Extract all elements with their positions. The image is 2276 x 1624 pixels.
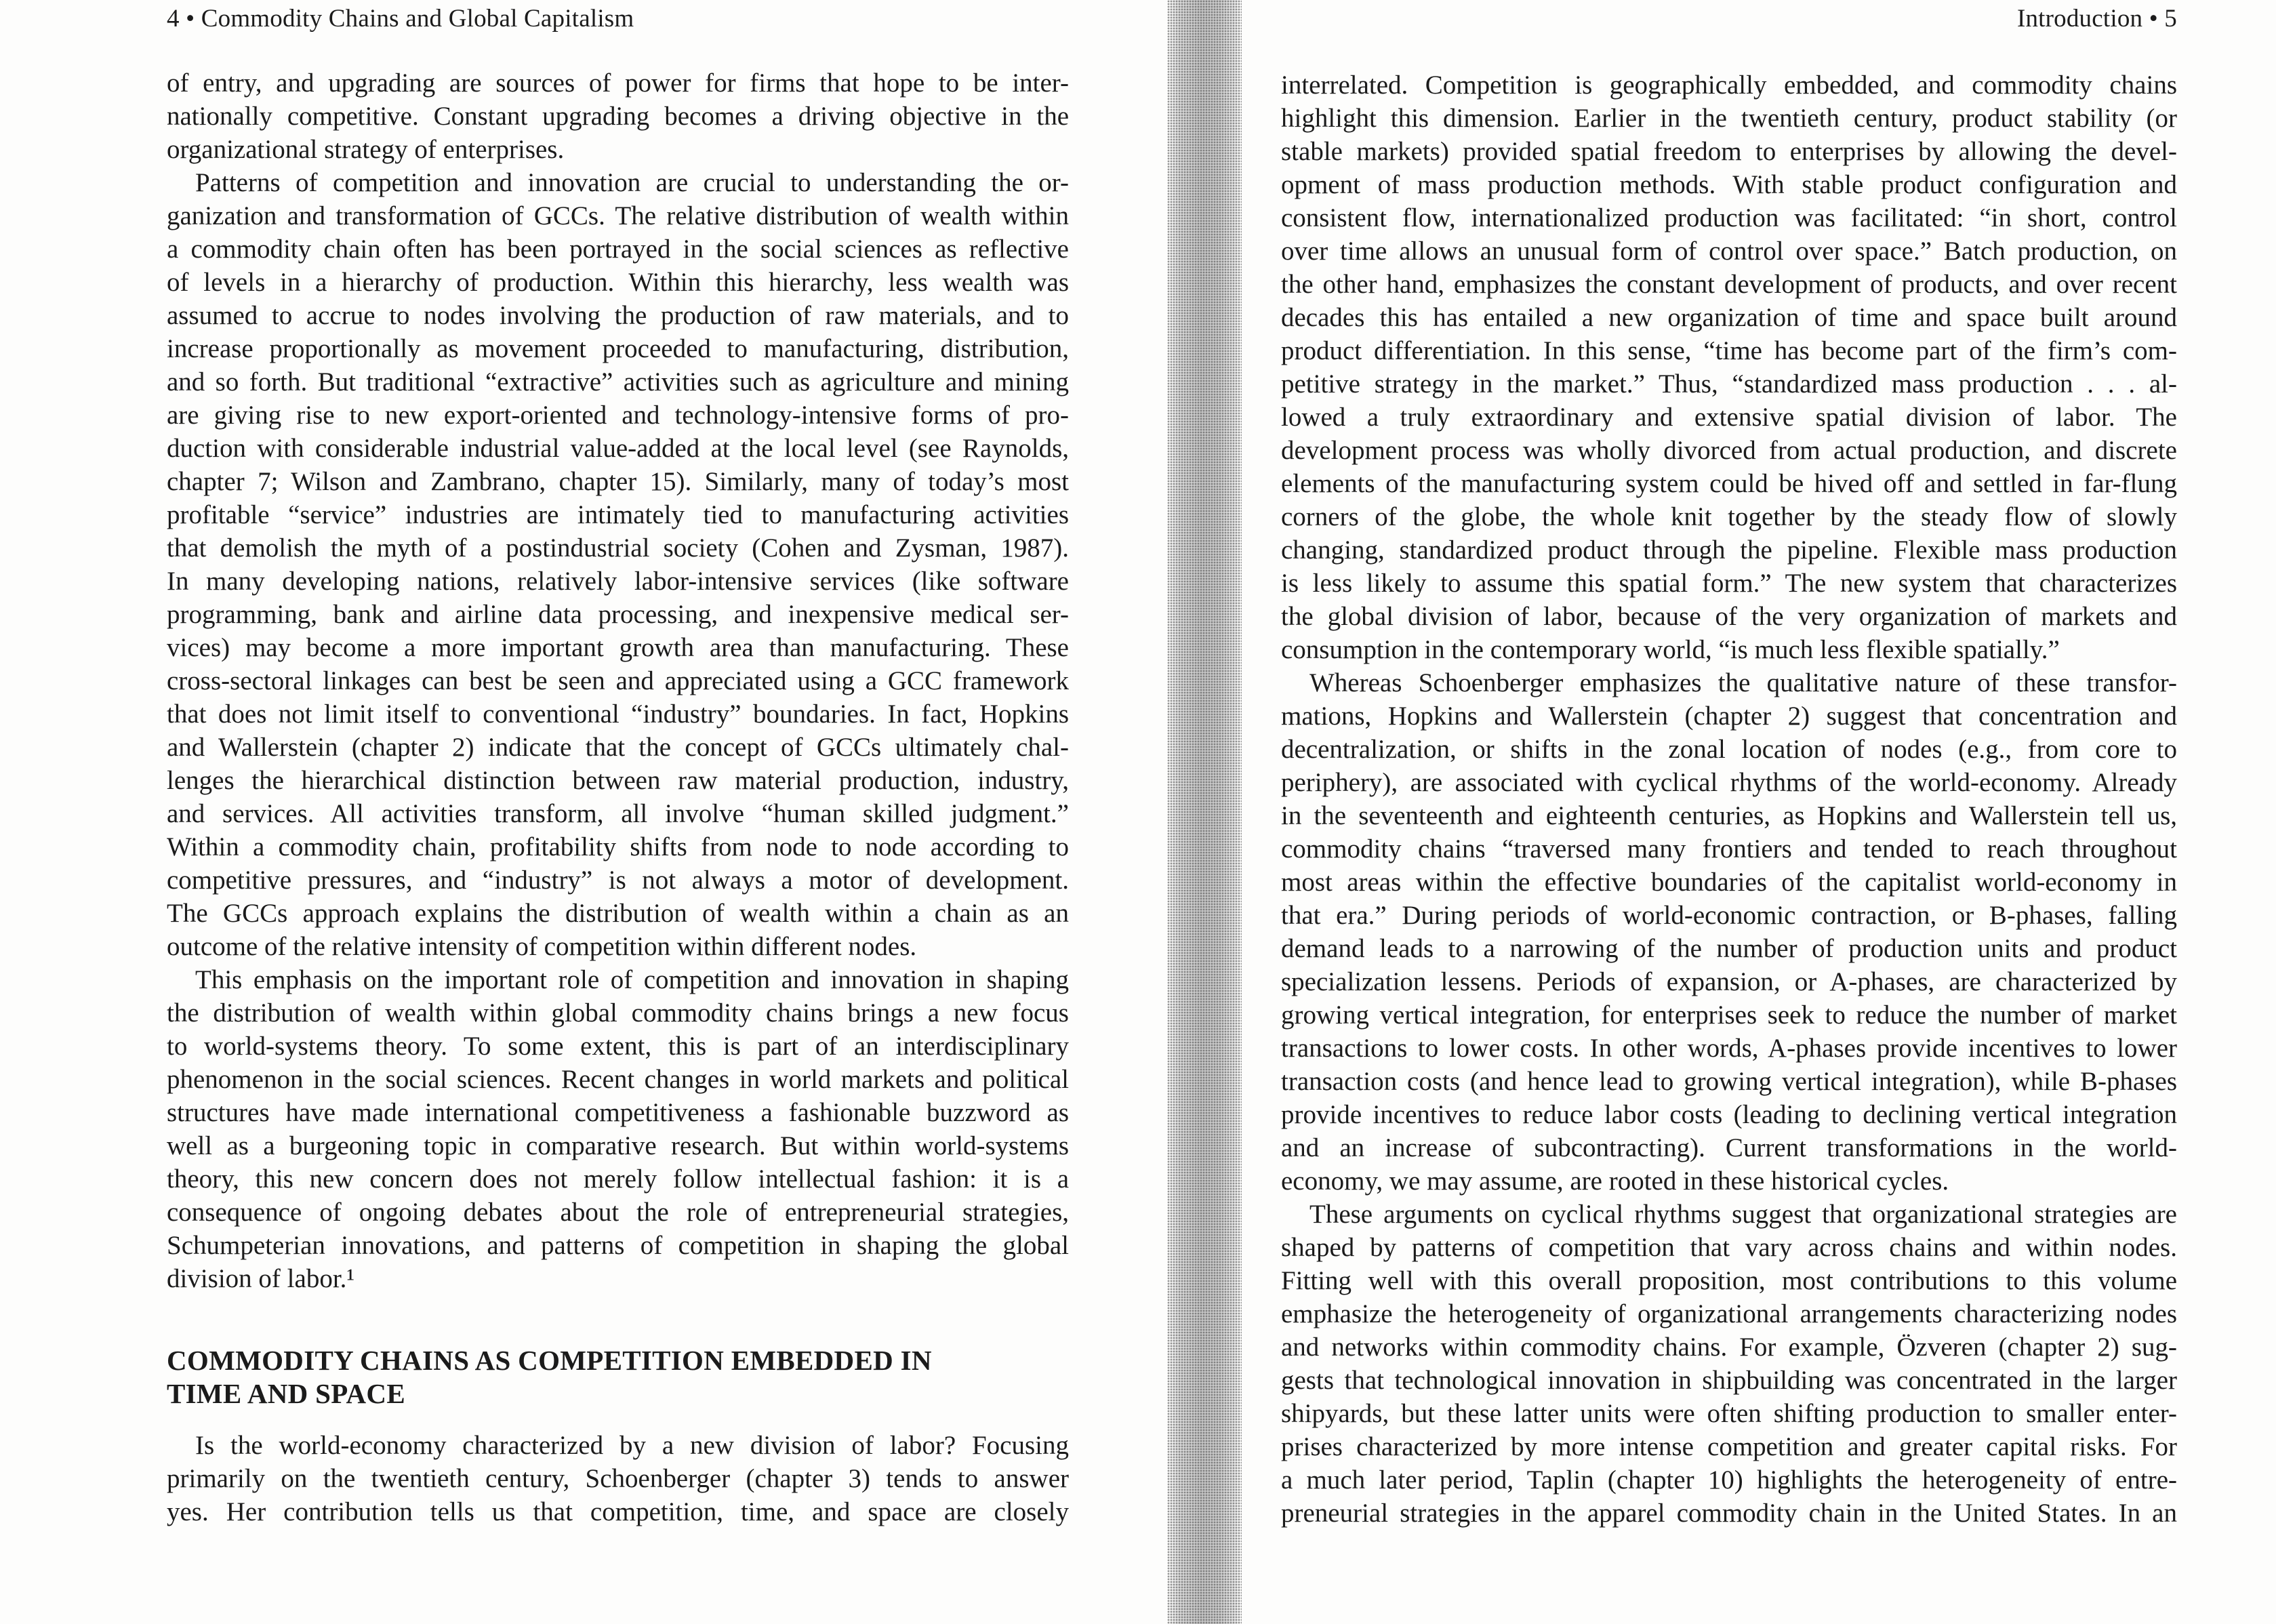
text-line: preneurial strategies in the apparel commodity chain in the United States. In an [1281, 1499, 2177, 1528]
text-line: that demolish the myth of a postindustrial society (Cohen and Zysman, 1987). [167, 533, 1069, 563]
text-line: lowed a truly extraordinary and extensive spatial division of labor. The [1281, 403, 2177, 432]
text-line: of entry, and upgrading are sources of power for firms that hope to be inter- [167, 68, 1069, 98]
text-line: consequence of ongoing debates about the role of entrepreneurial strategies, [167, 1198, 1069, 1227]
text-line: changing, standardized product through the pipeline. Flexible mass production [1281, 535, 2177, 565]
text-line: decades this has entailed a new organization of time and space built around [1281, 303, 2177, 332]
text-line: shipyards, but these latter units were often shifting production to smaller enter- [1281, 1399, 2177, 1428]
text-line: a much later period, Taplin (chapter 10) highlights the heterogeneity of entre- [1281, 1465, 2177, 1495]
text-line: Is the world-economy characterized by a new division of labor? Focusing [195, 1431, 1069, 1460]
left-page [167, 0, 1069, 1624]
text-line: of levels in a hierarchy of production. Within this hierarchy, less wealth was [167, 268, 1069, 297]
text-line: prises characterized by more intense competition and greater capital risks. For [1281, 1432, 2177, 1461]
text-line: shaped by patterns of competition that vary across chains and within nodes. [1281, 1233, 2177, 1262]
text-line: yes. Her contribution tells us that competition, time, and space are closely [167, 1497, 1069, 1526]
text-line: demand leads to a narrowing of the number of production units and product [1281, 934, 2177, 963]
text-line: cross-sectoral linkages can best be seen and appreciated using a GCC framework [167, 666, 1069, 695]
text-line: This emphasis on the important role of competition and innovation in shaping [195, 965, 1069, 994]
text-line: theory, this new concern does not merely follow intellectual fashion: it is a [167, 1164, 1069, 1194]
paragraph [167, 66, 1069, 166]
body-text-right [1281, 68, 2177, 1530]
text-line: interrelated. Competition is geographically embedded, and commodity chains [1281, 70, 2177, 100]
text-line: gests that technological innovation in shipbuilding was concentrated in the larger [1281, 1366, 2177, 1395]
text-line: provide incentives to reduce labor costs (leading to declining vertical integration [1281, 1100, 2177, 1129]
text-line: division of labor.¹ [167, 1264, 355, 1293]
text-line: lenges the hierarchical distinction between raw material production, industry, [167, 766, 1069, 795]
text-line: chapter 7; Wilson and Zambrano, chapter 15). Similarly, many of today’s most [167, 467, 1069, 496]
paragraph [1281, 68, 2177, 666]
text-line: development process was wholly divorced from actual production, and discrete [1281, 436, 2177, 465]
text-line: the other hand, emphasizes the constant development of products, and over recent [1281, 270, 2177, 299]
text-line: product differentiation. In this sense, “time has become part of the firm’s com- [1281, 336, 2177, 365]
text-line: consistent flow, internationalized production was facilitated: “in short, control [1281, 203, 2177, 232]
text-line: elements of the manufacturing system could be hived off and settled in far-flung [1281, 469, 2177, 498]
text-line: and so forth. But traditional “extractive” activities such as agriculture and mining [167, 367, 1069, 397]
text-line: The GCCs approach explains the distribution of wealth within a chain as an [167, 899, 1069, 928]
text-line: ganization and transformation of GCCs. The relative distribution of wealth within [167, 201, 1069, 230]
text-line: is less likely to assume this spatial form.” The new system that characterizes [1281, 569, 2177, 598]
text-line: that does not limit itself to conventional “industry” boundaries. In fact, Hopkins [167, 699, 1069, 729]
paragraph [167, 1429, 1069, 1528]
text-line: vices) may become a more important growth area than manufacturing. These [167, 633, 1069, 662]
text-line: the global division of labor, because of the very organization of markets and [1281, 602, 2177, 631]
text-line: programming, bank and airline data processing, and inexpensive medical ser- [167, 600, 1069, 629]
text-line: emphasize the heterogeneity of organizational arrangements characterizing nodes [1281, 1299, 2177, 1328]
text-line: periphery), are associated with cyclical rhythms of the world-economy. Already [1281, 768, 2177, 797]
text-line: competitive pressures, and “industry” is not always a motor of development. [167, 866, 1069, 895]
text-line: organizational strategy of enterprises. [167, 135, 565, 164]
text-line: specialization lessens. Periods of expansion, or A-phases, are characterized by [1281, 967, 2177, 996]
text-line: increase proportionally as movement proceeded to manufacturing, distribution, [167, 334, 1069, 363]
text-line: in the seventeenth and eighteenth centuries, as Hopkins and Wallerstein tell us, [1281, 801, 2177, 830]
text-line: growing vertical integration, for enterprises seek to reduce the number of market [1281, 1000, 2177, 1030]
text-line: and networks within commodity chains. For example, Özveren (chapter 2) sug- [1281, 1333, 2177, 1362]
text-line: These arguments on cyclical rhythms suggest that organizational strategies are [1309, 1200, 2177, 1229]
text-line: In many developing nations, relatively labor-intensive services (like software [167, 567, 1069, 596]
text-line: Whereas Schoenberger emphasizes the qualitative nature of these transfor- [1309, 668, 2177, 697]
text-line: commodity chains “traversed many frontiers and tended to reach throughout [1281, 834, 2177, 864]
section-heading-line: TIME AND SPACE [167, 1378, 405, 1409]
text-line: primarily on the twentieth century, Schoenberger (chapter 3) tends to answer [167, 1464, 1069, 1493]
text-line: transaction costs (and hence lead to growing vertical integration), while B-phases [1281, 1067, 2177, 1096]
text-line: structures have made international competitiveness a fashionable buzzword as [167, 1098, 1069, 1127]
text-line: duction with considerable industrial value-added at the local level (see Raynolds, [167, 434, 1069, 463]
text-line: corners of the globe, the whole knit together by the steady flow of slowly [1281, 502, 2177, 531]
text-line: economy, we may assume, are rooted in these historical cycles. [1281, 1166, 1949, 1196]
text-line: phenomenon in the social sciences. Recent changes in world markets and political [167, 1065, 1069, 1094]
text-line: and an increase of subcontracting). Current transformations in the world- [1281, 1133, 2177, 1162]
text-line: to world-systems theory. To some extent, this is part of an interdisciplinary [167, 1032, 1069, 1061]
section-heading-line: COMMODITY CHAINS AS COMPETITION EMBEDDED IN [167, 1345, 932, 1376]
right-page [1281, 0, 2177, 1624]
text-line: transactions to lower costs. In other words, A-phases provide incentives to lower [1281, 1034, 2177, 1063]
text-line: assumed to accrue to nodes involving the production of raw materials, and to [167, 301, 1069, 330]
text-line: over time allows an unusual form of control over space.” Batch production, on [1281, 237, 2177, 266]
text-line: opment of mass production methods. With stable product configuration and [1281, 170, 2177, 199]
text-line: that era.” During periods of world-economic contraction, or B-phases, falling [1281, 901, 2177, 930]
text-line: most areas within the effective boundaries of the capitalist world-economy in [1281, 868, 2177, 897]
text-line: and services. All activities transform, all involve “human skilled judgment.” [167, 799, 1069, 828]
text-line: Within a commodity chain, profitability shifts from node to node according to [167, 832, 1069, 861]
text-line: a commodity chain often has been portrayed in the social sciences as reflective [167, 235, 1069, 264]
binding-gutter-shadow [1167, 0, 1242, 1624]
text-line: outcome of the relative intensity of competition within different nodes. [167, 932, 917, 961]
paragraph [167, 166, 1069, 963]
text-line: highlight this dimension. Earlier in the twentieth century, product stability (or [1281, 104, 2177, 133]
text-line: nationally competitive. Constant upgrading becomes a driving objective in the [167, 102, 1069, 131]
text-line: profitable “service” industries are intimately tied to manufacturing activities [167, 500, 1069, 529]
text-line: well as a burgeoning topic in comparative research. But within world-systems [167, 1131, 1069, 1160]
paragraph [167, 963, 1069, 1295]
text-line: consumption in the contemporary world, “is much less flexible spatially.” [1281, 635, 2060, 664]
text-line: stable markets) provided spatial freedom to enterprises by allowing the devel- [1281, 137, 2177, 166]
text-line: are giving rise to new export-oriented and technology-intensive forms of pro- [167, 401, 1069, 430]
paragraph [1281, 1198, 2177, 1530]
text-line: mations, Hopkins and Wallerstein (chapter 2) suggest that concentration and [1281, 702, 2177, 731]
running-head-right: Introduction • 5 [2016, 5, 2177, 33]
text-line: Fitting well with this overall proposition, most contributions to this volume [1281, 1266, 2177, 1295]
text-line: Patterns of competition and innovation are crucial to understanding the or- [195, 168, 1069, 197]
text-line: Schumpeterian innovations, and patterns of competition in shaping the global [167, 1231, 1069, 1260]
text-line: the distribution of wealth within global commodity chains brings a new focus [167, 998, 1069, 1028]
section-heading [167, 1344, 1069, 1410]
running-head-left: 4 • Commodity Chains and Global Capitalism [167, 5, 634, 33]
text-line: decentralization, or shifts in the zonal location of nodes (e.g., from core to [1281, 735, 2177, 764]
text-line: and Wallerstein (chapter 2) indicate that the concept of GCCs ultimately chal- [167, 733, 1069, 762]
text-line: petitive strategy in the market.” Thus, “standardized mass production . . . al- [1281, 369, 2177, 399]
body-text-left [167, 66, 1069, 1295]
paragraph [1281, 666, 2177, 1198]
